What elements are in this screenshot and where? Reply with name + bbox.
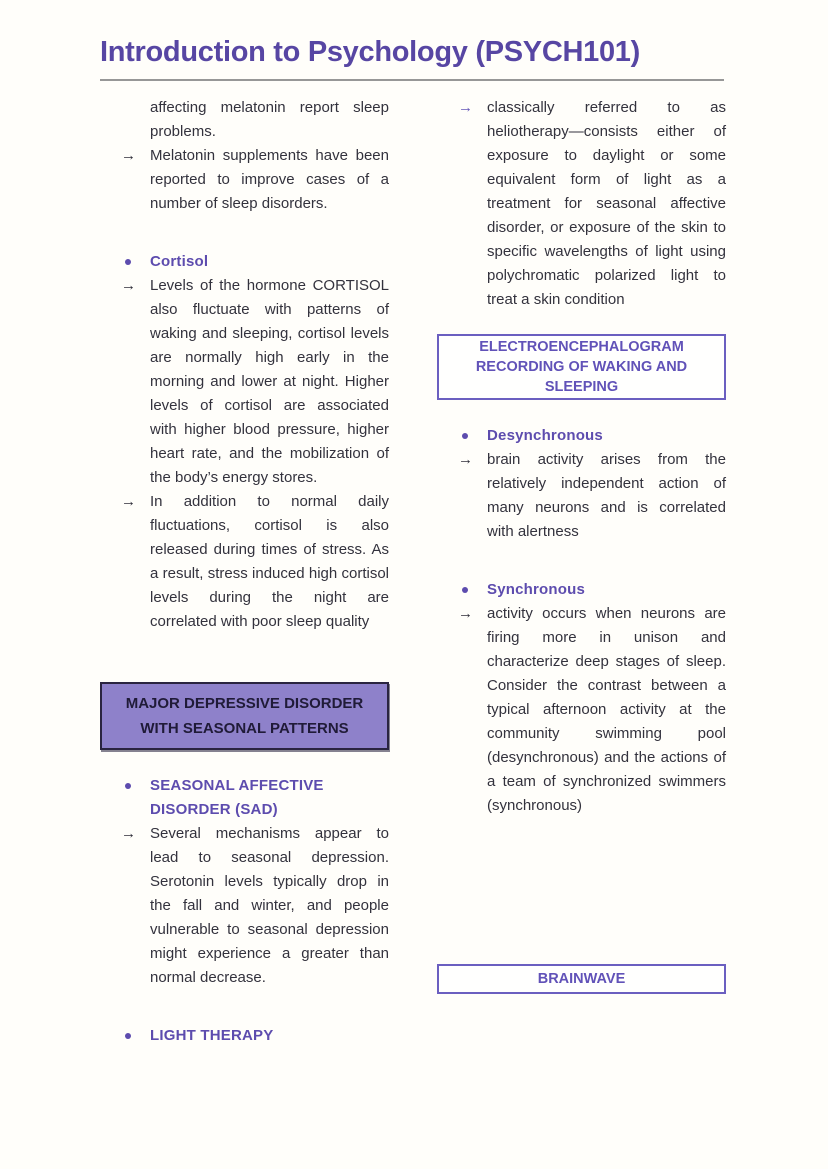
topic-heading — [437, 424, 726, 448]
note-item — [100, 274, 389, 490]
arrow-icon: → — [121, 277, 136, 294]
note-text: activity occurs when neurons are firing more in unison and characterize deep stages of sleep. Consider the contrast between a typical afternoon activity at the community swimming pool (desynchronous) and the actions of a team of synchronized swimmers (synchronous) — [487, 605, 726, 814]
bullet-icon — [125, 783, 131, 789]
note-item — [100, 822, 389, 990]
note-item — [437, 448, 726, 544]
notes-column-right — [437, 96, 726, 994]
page-title: Introduction to Psychology (PSYCH101) — [100, 36, 640, 68]
note-text: Levels of the hormone CORTISOL also fluctuate with patterns of waking and sleeping, cortisol levels are normally high early in the morning and lower at night. Higher levels of cortisol are associated with higher blood pressure, higher heart rate, and the mobilization of the body’s energy stores. — [150, 277, 389, 486]
section-banner-outline: BRAINWAVE — [437, 964, 726, 994]
note-item — [437, 96, 726, 312]
note-text: Melatonin supplements have been reported to improve cases of a number of sleep disorders. — [150, 147, 389, 212]
note-text: Desynchronous — [487, 427, 603, 444]
note-text: In addition to normal daily fluctuations, cortisol is also released during times of stress. As a result, stress induced high cortisol levels during the night are correlated with poor sleep quality — [150, 493, 389, 630]
topic-heading — [100, 1024, 389, 1048]
arrow-icon: → — [458, 451, 473, 468]
bullet-icon — [462, 433, 468, 439]
section-banner-outline: ELECTROENCEPHALOGRAM RECORDING OF WAKING AND SLEEPING — [437, 334, 726, 400]
note-text: affecting melatonin report sleep problems. — [150, 99, 389, 140]
note-text: Synchronous — [487, 581, 586, 598]
arrow-icon: → — [121, 825, 136, 842]
arrow-icon: → — [121, 493, 136, 510]
note-text: LIGHT THERAPY — [150, 1027, 274, 1044]
bullet-icon — [462, 587, 468, 593]
section-banner-filled: MAJOR DEPRESSIVE DISORDER WITH SEASONAL PATTERNS — [100, 682, 389, 750]
note-item — [437, 602, 726, 818]
arrow-icon: → — [121, 147, 136, 164]
note-text: brain activity arises from the relatively independent action of many neurons and is correlated with alertness — [487, 451, 726, 540]
topic-heading — [100, 774, 389, 822]
note-continuation — [100, 96, 389, 144]
note-text: Cortisol — [150, 253, 209, 270]
arrow-icon: → — [458, 99, 473, 116]
arrow-icon: → — [458, 605, 473, 622]
topic-heading — [437, 578, 726, 602]
notes-column-left — [100, 96, 389, 1048]
note-text: classically referred to as heliotherapy—consists either of exposure to daylight or some equivalent form of light as a treatment for seasonal affective disorder, or exposure of the skin to specific wavelengths of light using polychromatic polarized light to treat a skin condition — [487, 99, 726, 308]
bullet-icon — [125, 259, 131, 265]
title-divider — [100, 79, 724, 81]
note-text: Several mechanisms appear to lead to seasonal depression. Serotonin levels typically drop in the fall and winter, and people vulnerable to seasonal depression might experience a greater than normal decrease. — [150, 825, 389, 986]
note-item — [100, 490, 389, 634]
bullet-icon — [125, 1033, 131, 1039]
note-item — [100, 144, 389, 216]
note-text: SEASONAL AFFECTIVE DISORDER (SAD) — [150, 777, 324, 818]
topic-heading — [100, 250, 389, 274]
